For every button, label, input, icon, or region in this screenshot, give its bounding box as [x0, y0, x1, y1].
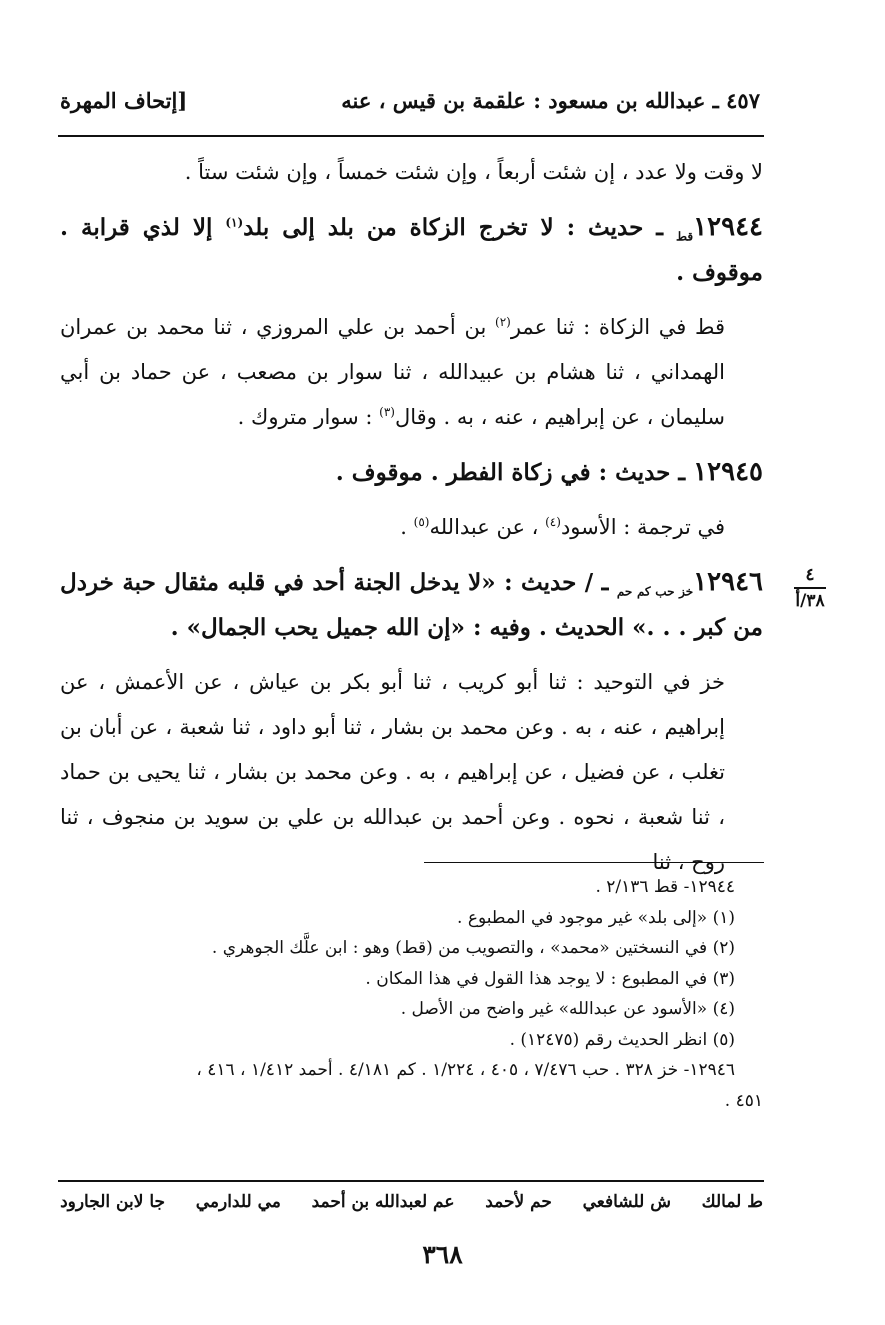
footnote-2: (٢) في النسختين «محمد» ، والتصويب من (قط) وهو : ابن علَّك الجوهري .: [211, 938, 735, 958]
abbreviation-item: ش للشافعي: [582, 1192, 671, 1212]
abbreviation-item: جا لابن الجارود: [60, 1192, 166, 1212]
margin-note-top: ٤: [805, 565, 815, 585]
continuation-paragraph: لا وقت ولا عدد ، إن شئت أربعاً ، وإن شئت خمساً ، وإن شئت ستاً .: [184, 160, 763, 184]
main-text: [60, 150, 763, 885]
hadith-label: ـ / حديث : «لا يدخل الجنة أحد في قلبه مثقال حبة خردل من كبر . . .» الحديث . وفيه : «إن الله جميل يحب الجمال» .: [60, 569, 763, 641]
hadith-12945: [60, 450, 763, 495]
tarjama-part-a: في ترجمة : الأسود: [560, 515, 725, 539]
header-rule: [58, 135, 764, 137]
footnote-4: (٤) «الأسود عن عبدالله» غير واضح من الأصل .: [400, 999, 735, 1019]
isnad-part-c: : سوار متروك .: [237, 405, 380, 429]
margin-note-bottom: ٣٨/أ: [795, 591, 825, 611]
hadith-rest: إلا لذي قرابة . موقوف .: [60, 214, 763, 286]
footnote-ref-1: (١): [225, 215, 244, 230]
isnad-part-a: قط في الزكاة : ثنا عمر: [510, 315, 726, 339]
isnad-part-b: بن أحمد بن علي المروزي ، ثنا محمد بن عمران الهمداني ، ثنا هشام بن عبيدالله ، ثنا سوار بن مصعب ، عن حماد بن أبي سليمان ، عن إبراهيم ، عنه ، به . وقال: [60, 315, 725, 429]
book-title: [إتحاف المهرة: [60, 88, 188, 113]
page-number: ٣٦٨: [422, 1240, 463, 1269]
footnote-ref-5: (٥): [413, 515, 430, 529]
running-header: [60, 88, 760, 122]
tarjama-paragraph: [60, 505, 763, 550]
abbreviations-rule: [58, 1180, 764, 1182]
hadith-number: ١٢٩٤٤: [693, 212, 763, 242]
source-code: قط: [676, 229, 694, 244]
footnote-rule: [424, 862, 764, 863]
hadith-number: ١٢٩٤٦: [693, 567, 763, 597]
abbreviations-key: [60, 1192, 763, 1212]
tarjama-part-b: ، عن عبدالله: [429, 515, 546, 539]
hadith-label: ـ حديث : في زكاة الفطر . موقوف .: [335, 459, 686, 486]
footnote-5: (٥) انظر الحديث رقم (١٢٤٧٥) .: [509, 1029, 735, 1050]
source-codes: خز حب كم حم: [616, 584, 694, 599]
isnad-paragraph: [60, 305, 763, 440]
footnote-3: (٣) في المطبوع : لا يوجد هذا القول في هذا المكان .: [365, 968, 735, 989]
abbreviation-item: عم لعبدالله بن أحمد: [311, 1192, 455, 1212]
footnote-ref-12944: ١٢٩٤٤- قط ٢/١٣٦ .: [595, 877, 735, 897]
hadith-12946: [60, 560, 763, 650]
footnote-1: (١) «إلى بلد» غير موجود في المطبوع .: [457, 907, 735, 928]
footnote-ref-3: (٣): [379, 405, 395, 419]
abbreviation-item: مي للدارمي: [195, 1192, 281, 1212]
hadith-number: ١٢٩٤٥: [693, 457, 763, 487]
hadith-12944: [60, 205, 763, 295]
hadith-label: ـ حديث : لا تخرج الزكاة من بلد إلى بلد: [243, 214, 664, 241]
margin-note: [790, 565, 830, 611]
footnote-ref-4: (٤): [545, 515, 561, 529]
footnote-ref-12946-cont: ٤٥١ .: [724, 1090, 763, 1111]
abbreviation-item: ط لمالك: [701, 1192, 763, 1212]
tarjama-part-c: .: [400, 515, 414, 539]
margin-note-divider: [794, 587, 826, 589]
isnad-paragraph-khz: خز في التوحيد : ثنا أبو كريب ، ثنا أبو بكر بن عياش ، عن الأعمش ، عن إبراهيم ، عنه ، به . وعن محمد بن بشار ، ثنا أبو داود ، ثنا شعبة ، عن أبان بن تغلب ، عن فضيل ، عن إبراهيم ، به . وعن محمد بن بشار ، ثنا يحيى بن حماد ، ثنا شعبة ، نحوه . وعن أحمد بن عبدالله بن علي بن سويد بن منجوف ، ثنا روح ، ثنا: [60, 670, 725, 874]
running-title: ٤٥٧ ـ عبدالله بن مسعود : علقمة بن قيس ، عنه: [341, 88, 760, 113]
abbreviation-item: حم لأحمد: [485, 1192, 552, 1212]
footnote-ref-12946: ١٢٩٤٦- خز ٣٢٨ . حب ٧/٤٧٦ ، ٤٠٥ ، ١/٢٢٤ . كم ٤/١٨١ . أحمد ١/٤١٢ ، ٤١٦ ،: [196, 1060, 735, 1080]
footnotes: [60, 872, 763, 1116]
footnote-ref-2: (٢): [495, 315, 511, 329]
